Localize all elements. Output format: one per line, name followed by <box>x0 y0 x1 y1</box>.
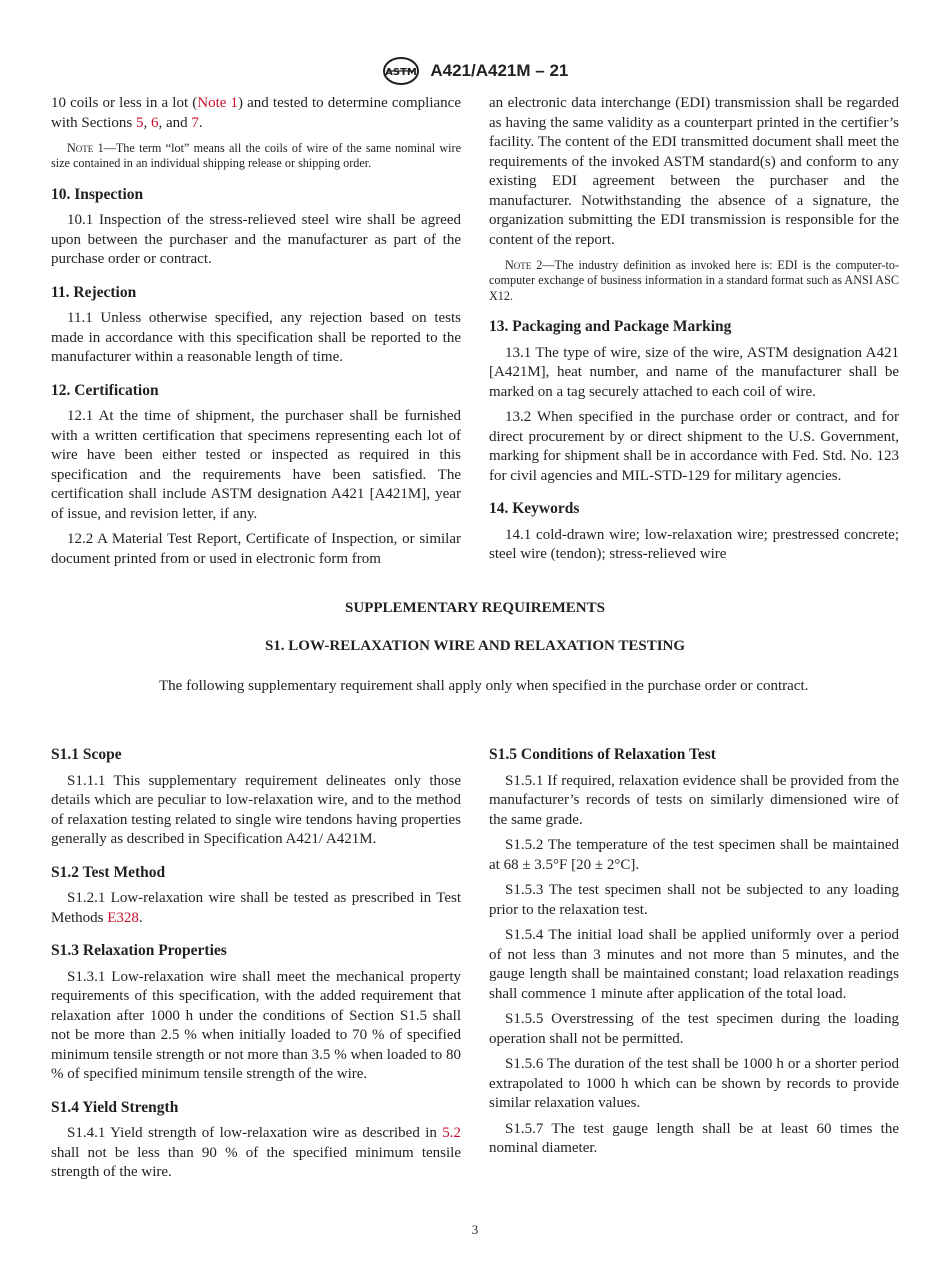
s1-5-heading: S1.5 Conditions of Relaxation Test <box>489 746 716 763</box>
s1-5-3: S1.5.3 The test specimen shall not be subjected to any loading prior to the relaxation test. <box>489 882 899 918</box>
section-12-2: 12.2 A Material Test Report, Certificate of Inspection, or similar document printed from or used in electronic form from <box>51 531 461 567</box>
s1-4-heading: S1.4 Yield Strength <box>51 1098 179 1116</box>
edi-paragraph: an electronic data interchange (EDI) transmission shall be regarded as having the same validity as a counterpart printed in the certifier’s facility. The content of the EDI transmitted document shall meet the requirements of the invoked ASTM standard(s) and conform to any existing EDI agreement between the purchaser and the manufacturer. Notwithstanding the absence of a signature, the organization submitting the EDI transmission is responsible for the content of the report. <box>489 95 899 248</box>
standard-designation: A421/A421M – 21 <box>430 61 569 80</box>
s1-1-heading: S1.1 Scope <box>51 746 122 763</box>
section-6-link[interactable]: 6 <box>151 114 159 131</box>
s1-1-1: S1.1.1 This supplementary requirement delineates only those details which are peculiar to low-relaxation wire, and to the method of relaxation testing related to single wire tendons having properties generally as described in Specification A421/ A421M. <box>51 772 461 847</box>
s1-4-1: S1.4.1 Yield strength of low-relaxation wire as described in 5.2 shall not be less than 90 % of the specified minimum tensile strength of the wire. <box>51 1125 461 1180</box>
s1-2-heading: S1.2 Test Method <box>51 863 166 881</box>
section-12-1: 12.1 At the time of shipment, the purchaser shall be furnished with a written certification that specimens representing each lot of wire have been either tested or inspected as required in this specification and the requirements have been satisfied. The certification shall include ASTM designation A421 [A421M], year of issue, and revision letter, if any. <box>51 408 461 522</box>
svg-text:ASTM: ASTM <box>384 67 417 78</box>
note-1-link[interactable]: Note 1 <box>197 95 239 111</box>
section-10-1: 10.1 Inspection of the stress-relieved steel wire shall be agreed upon between the purchaser and the manufacturer as part of the purchase order or contract. <box>51 212 461 268</box>
section-13-heading: 13. Packaging and Package Marking <box>489 318 732 336</box>
s1-5-2: S1.5.2 The temperature of the test specimen shall be maintained at 68 ± 3.5°F [20 ± 2°C]. <box>489 837 899 873</box>
s1-2-1: S1.2.1 Low-relaxation wire shall be tested as prescribed in Test Methods E328. <box>51 890 461 926</box>
lot-paragraph: 10 coils or less in a lot (Note 1) and tested to determine compliance with Sections 5, 6, and 7. <box>51 95 461 131</box>
s1-3-heading: S1.3 Relaxation Properties <box>51 942 227 959</box>
supplementary-title: SUPPLEMENTARY REQUIREMENTS <box>345 600 605 616</box>
s1-5-5: S1.5.5 Overstressing of the test specimen during the loading operation shall not be permitted. <box>489 1011 899 1047</box>
s1-5-6: S1.5.6 The duration of the test shall be 1000 h or a shorter period extrapolated to 1000 h which can be shown by records to provide similar relaxation values. <box>489 1056 899 1111</box>
left-column-top <box>51 94 461 575</box>
section-12-heading: 12. Certification <box>51 381 159 399</box>
left-column-bottom <box>51 745 461 1189</box>
section-14-heading: 14. Keywords <box>489 500 580 518</box>
section-7-link[interactable]: 7 <box>191 114 199 131</box>
section-5-link[interactable]: 5 <box>136 114 144 131</box>
right-column-bottom <box>489 745 899 1165</box>
section-10-heading: 10. Inspection <box>51 185 144 203</box>
section-5-2-link[interactable]: 5.2 <box>442 1125 461 1141</box>
right-column-top <box>489 94 899 571</box>
note-1: Note 1—The term “lot” means all the coils of wire of the same nominal wire size contained in an individual shipping release or shipping order. <box>51 141 462 171</box>
section-13-1: 13.1 The type of wire, size of the wire, ASTM designation A421 [A421M], heat number, and name of the manufacturer shall be marked on a tag securely attached to each coil of wire. <box>489 344 899 400</box>
s1-3-1: S1.3.1 Low-relaxation wire shall meet the mechanical property requirements of this specification, with the added requirement that relaxation after 1000 h under the conditions of Section S1.5 shall not be more than 2.5 % when initially loaded to 70 % of specified minimum tensile strength or not more than 3.5 % when loaded to 80 % of specified minimum tensile strength of the wire. <box>51 968 461 1082</box>
section-14-1: 14.1 cold-drawn wire; low-relaxation wire; prestressed concrete; steel wire (tendon); stress-relieved wire <box>489 526 899 563</box>
s1-5-4: S1.5.4 The initial load shall be applied uniformly over a period of not less than 3 minutes and not more than 5 minutes, and the gauge length shall be maintained constant; load relaxation readings shall commence 1 minute after application of the total load. <box>489 927 899 1002</box>
supplementary-intro: The following supplementary requirement shall apply only when specified in the purchase order or contract. <box>159 678 809 694</box>
astm-logo-icon <box>382 56 420 86</box>
note-2: Note 2—The industry definition as invoked here is: EDI is the computer-to-computer exchange of business information in a standard format such as ANSI ASC X12. <box>489 258 900 303</box>
page-header <box>0 56 950 86</box>
section-11-heading: 11. Rejection <box>51 283 137 301</box>
e328-link[interactable]: E328 <box>107 909 139 926</box>
section-13-2: 13.2 When specified in the purchase order or contract, and for direct procurement by or direct shipment to the U.S. Government, marking for shipment shall be in accordance with Fed. Std. No. 123 for civil agencies and MIL-STD-129 for military agencies. <box>489 409 899 484</box>
s1-title: S1. LOW-RELAXATION WIRE AND RELAXATION TESTING <box>264 638 686 654</box>
page-number: 3 <box>471 1222 479 1237</box>
s1-5-7: S1.5.7 The test gauge length shall be at least 60 times the nominal diameter. <box>489 1120 899 1156</box>
s1-5-1: S1.5.1 If required, relaxation evidence shall be provided from the manufacturer’s records of tests on similarly dimensioned wire of the same grade. <box>489 772 899 828</box>
section-11-1: 11.1 Unless otherwise specified, any rejection based on tests made in accordance with this specification shall be reported to the manufacturer within a reasonable length of time. <box>51 310 461 366</box>
